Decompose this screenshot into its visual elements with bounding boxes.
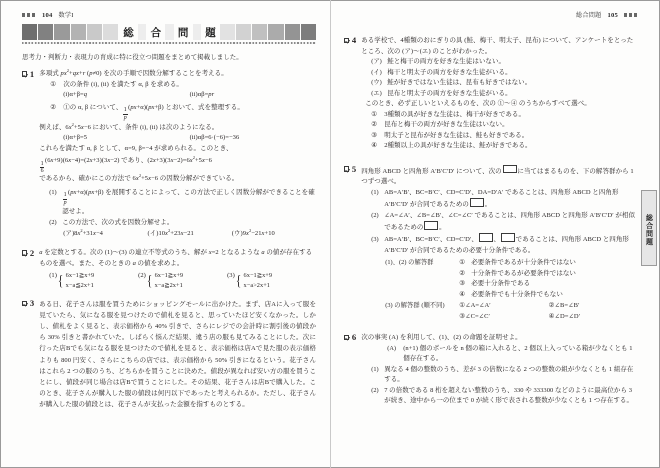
banner-char-2: 合	[150, 27, 162, 39]
problem-3-paragraph: ある日、花子さんは服を買うためにショッピングモールに出かけた。まず、店Aに入って服を見ていたら、気になる服を見つけたので値札を見ると、思っていたほど安くなかった。しかし、値札をよく見ると、表示価格から 40% 引きで、さらにレジでの会計時に割引後の値段から 30% 引きと書かれていた。しばらく悩んだ結果、違う店の服も見てみることにした。次に行った店Bでも気になる服を見つけたので値札を見ると、表示価格は店Aで見た服の表示価格よりも 800 円安く、さらにこちらの店では、表示価格から 50% 引きになるという。花子さんはこれら 2 つの服のうち、どちらかを買うことに決めた。値段が異なれば安い方の服を買うことにし、値段が同じ場合は店Bで買うことにした。その結果、花子さんは店Bで購入した。このとき、花子さんが購入した服の値段は何円以下であったと考えられるか。ただし、花子さんが購入した服の値段とは、花子さんが支払った金額を指すものとする。	[39, 300, 316, 409]
answer-blank-box[interactable]	[501, 233, 515, 242]
inequality-line-1: 6x−1≧x+9	[65, 272, 95, 280]
step-text: ①の α, β について、 $\frac{1}{p}$ (px+α)(px+β) とおいて、式を整理する。	[63, 103, 244, 121]
system-3	[227, 271, 316, 289]
item-expr: $8x^2+31x-4$	[74, 227, 103, 237]
answer-option[interactable]	[459, 301, 548, 312]
option-mark: ④	[459, 290, 466, 298]
item-mark: (イ)	[147, 229, 159, 237]
banner-char-1: 総	[123, 27, 134, 39]
banner-char-3: 問	[177, 27, 189, 39]
condition-ii	[190, 90, 316, 101]
problem-1-body	[39, 69, 316, 239]
step-text: 次の条件 (i), (ii) を満たす α, β を求める。	[63, 80, 183, 88]
fact-text: 昆布と明太子の両方を好きな生徒がいる。	[387, 89, 512, 97]
option-mark: ④	[371, 142, 377, 150]
fact-text: 梅干と明太子の両方を好きな生徒がいる。	[387, 68, 512, 76]
option-text: ∠D=∠D′	[554, 312, 581, 320]
problem-6-marker	[344, 333, 356, 342]
item-mark: (2)	[371, 211, 379, 219]
step-mark: ①	[50, 80, 56, 88]
problem-6-item-1	[361, 365, 638, 386]
edge-marker-icon	[624, 13, 638, 17]
system-mark: (2)	[138, 272, 146, 280]
option-mark: ②	[371, 121, 377, 129]
problem-4-stem: ある学校で、4種類のおにぎりの具 (鮭、梅干、明太子、昆布) について、アンケートをとったところ、次の (ア)〜(エ) のことがわかった。	[361, 37, 634, 55]
option-mark: ③	[459, 280, 466, 288]
answer-option[interactable]	[549, 312, 638, 323]
fact-mark: (エ)	[371, 89, 382, 97]
problem-5-marker	[344, 165, 356, 174]
problem-1-example-line-3: であるから、確かにこの方法で $6x^2+5x-6$ の因数分解ができている。	[39, 173, 239, 183]
problem-3	[22, 299, 316, 411]
problem-1-step-2	[39, 103, 316, 121]
problem-6	[344, 333, 638, 407]
problem-2-marker	[22, 248, 34, 257]
problem-1	[22, 69, 316, 239]
option-text: 3種類の具が好きな生徒は、梅干が好きである。	[384, 110, 526, 118]
item-mark: (ア)	[63, 229, 75, 237]
answer-blank-box[interactable]	[424, 221, 438, 230]
problem-6-stem: 次の事実 (A) を利用して、(1)、(2) の命題を証明せよ。	[361, 334, 522, 342]
banner-cells	[22, 24, 316, 40]
problem-4-fact-a	[361, 57, 638, 68]
item-text: AB=A′B′、BC=B′C′、CD=C′D′、DA=D′A′ であることは、四角形 ABCD と四角形 A′B′C′D′ が合同であるための 。	[384, 188, 619, 209]
problem-4-marker	[344, 36, 356, 45]
banner-block	[236, 24, 251, 40]
condition-expr: αβ=pr	[197, 91, 215, 99]
problem-1-question-2-items	[39, 229, 316, 240]
fact-mark: (A)	[387, 344, 397, 352]
item-text: 異なる 4 個の整数のうち、差が 3 の倍数になる 2 つの整数の組が少なくとも 1 組存在する。	[384, 365, 634, 384]
checkbox-icon[interactable]	[22, 71, 27, 76]
problem-5-item-3	[361, 233, 638, 256]
inequality-line-1: 6x−1≧x+9	[243, 272, 273, 280]
item-mark: (3)	[371, 236, 379, 244]
problem-6-number: 6	[351, 332, 357, 343]
item-a	[63, 229, 147, 240]
problem-2-number: 2	[29, 247, 35, 258]
option-mark: ②	[548, 301, 555, 309]
inequality-line-2: x−a≦2x+1	[65, 281, 94, 289]
banner-block	[22, 24, 37, 40]
banner-block	[252, 24, 267, 40]
option-mark: ①	[371, 110, 377, 118]
banner-block	[193, 24, 201, 40]
item-text-post: であることは、四角形 ABCD と四角形 A′B′C′D′ が合同であるための必要十分条件である。	[384, 236, 629, 254]
option-text: 必要条件でも十分条件でもない	[471, 290, 563, 298]
option-text: 十分条件であるが必要条件ではない	[471, 269, 576, 277]
page-number-left: 104	[42, 12, 53, 19]
problem-2-stem: a を定数とする。次の (1)〜(3) の連立不等式のうち、解が x=2 となるような a の値が存在するものを選べ。また、そのときの a の値を求めよ。	[39, 249, 313, 267]
option-text: 明太子と昆布が好きな生徒は、鮭も好きである。	[384, 131, 529, 139]
answer-group-items	[459, 301, 638, 322]
system-braces	[57, 271, 94, 289]
system-mark: (1)	[49, 272, 57, 280]
problem-5-item-2	[361, 211, 638, 234]
banner-block	[268, 24, 283, 40]
problem-3-body	[39, 299, 316, 411]
question-text: $\frac{1}{p}$ (px+α)(px+β) を展開することによって、この方法で正しく因数分解ができることを確認せよ。	[62, 188, 315, 215]
answer-group-heading: (3) の解答群 (順不同)	[385, 301, 445, 309]
system-equations	[244, 271, 273, 289]
system-equations	[66, 271, 95, 289]
problem-5	[344, 165, 638, 322]
problem-4-option-3[interactable]	[361, 131, 638, 142]
problem-6-item-2	[361, 386, 638, 407]
checkbox-icon[interactable]	[344, 166, 349, 171]
item-mark: (1)	[371, 365, 379, 373]
fact-mark: (イ)	[371, 68, 382, 76]
condition-mark: (ii)	[189, 91, 198, 99]
right-page	[330, 0, 660, 468]
problem-1-number: 1	[29, 68, 35, 79]
checkbox-icon[interactable]	[344, 38, 349, 43]
system-braces	[235, 271, 272, 289]
problem-3-number: 3	[29, 297, 35, 308]
problem-6-fact	[361, 344, 638, 365]
answer-blank-box[interactable]	[479, 233, 493, 242]
banner-dotted-rule	[22, 42, 316, 44]
side-tab-label: 総合問題	[645, 213, 654, 246]
inequality-line-1: 6x−1≧x+9	[154, 272, 184, 280]
answer-option[interactable]	[459, 258, 638, 269]
running-head-left	[22, 10, 316, 20]
problem-4-option-1[interactable]	[361, 110, 638, 121]
fact-text: 鮭と梅干の両方を好きな生徒はいない。	[387, 58, 506, 66]
lead-note: 思考力・判断力・表現力の育成に特に役立つ問題をまとめて掲載しました。	[22, 54, 243, 61]
option-mark: ③	[371, 131, 377, 139]
option-mark: ①	[459, 301, 466, 309]
running-head-right	[344, 10, 638, 20]
answer-blank-box[interactable]	[503, 165, 517, 174]
problem-4-option-2[interactable]	[361, 120, 638, 131]
step-mark: ②	[50, 103, 56, 111]
answer-group-heading: (1)、(2) の解答群	[385, 259, 434, 267]
section-banner	[22, 24, 316, 48]
option-text: 昆布と梅干の両方が好きな生徒はいない。	[384, 121, 509, 129]
question-text: この方法で、次の式を因数分解せよ。	[62, 219, 174, 227]
banner-block	[220, 24, 235, 40]
banner-char-4: 題	[205, 27, 216, 39]
problem-1-stem: 多項式 $px^2+qx+r$ (p≠0) を次の手順で因数分解することを考える。	[39, 68, 228, 78]
problem-4	[344, 36, 638, 152]
question-mark: (1)	[49, 188, 57, 196]
inequality-line-2: x−a>2x+1	[243, 281, 270, 289]
edge-marker-icon	[22, 13, 36, 17]
option-text: 必要十分条件である	[471, 280, 531, 288]
example-condition-i	[63, 133, 189, 144]
answer-option[interactable]	[459, 290, 638, 301]
system-braces	[146, 271, 183, 289]
item-text-pre: ∠A=∠A′、∠B=∠B′、∠C=∠C′ であることは、四角形 ABCD と四角形 A′B′C′D′ が相似であるための	[384, 211, 635, 231]
problem-5-answer-group-12	[361, 258, 638, 300]
condition-mark: (i)	[63, 134, 70, 142]
condition-expr: α+β=q	[69, 91, 88, 99]
item-c	[232, 229, 316, 240]
option-mark: ②	[459, 269, 466, 277]
fact-text: 鮭が好きではない生徒は、昆布も好きではない。	[387, 79, 532, 87]
inequality-line-2: x−a≧2x+1	[154, 281, 183, 289]
problem-4-number: 4	[351, 35, 357, 46]
answer-option-row	[459, 301, 638, 312]
banner-block	[54, 24, 69, 40]
problem-5-body	[361, 165, 638, 322]
item-b	[147, 229, 231, 240]
checkbox-icon[interactable]	[22, 301, 27, 306]
problem-1-example-intro: 例えば、$6x^2+5x-6$ において、条件 (i), (ii) は次のようになる。	[39, 121, 219, 131]
answer-option[interactable]	[459, 269, 638, 280]
option-text: ∠C=∠C′	[465, 312, 491, 320]
problem-4-option-4[interactable]	[361, 141, 638, 152]
problem-4-body	[361, 36, 638, 152]
condition-i	[63, 90, 189, 101]
left-brace-icon: {	[146, 272, 153, 289]
problem-1-marker	[22, 69, 34, 78]
question-mark: (2)	[49, 219, 57, 227]
example-condition-ii	[190, 133, 316, 144]
answer-group-items	[459, 258, 638, 300]
fact-text: (n+1) 個のボールを n 個の箱に入れると、2 個以上入っている箱が少なくとも 1 個存在する。	[403, 344, 633, 363]
banner-block	[38, 24, 53, 40]
condition-expr: α+β=5	[69, 134, 88, 142]
chapter-name-right: 総合問題	[575, 12, 602, 19]
problem-4-fact-b	[361, 68, 638, 79]
problem-1-step-1	[39, 80, 316, 91]
banner-block	[285, 24, 300, 40]
problem-2-body	[39, 248, 316, 289]
section-side-tab[interactable]	[641, 190, 657, 266]
item-text-pre: AB=A′B′、BC=B′C′、CD=C′D′、	[384, 236, 478, 244]
answer-blank-box[interactable]	[470, 198, 484, 207]
left-brace-icon: {	[57, 272, 64, 289]
problem-4-prompt: このとき、必ず正しいといえるものを、次の ①〜④ のうちからすべて選べ。	[365, 100, 591, 108]
option-text: ∠B=∠B′	[554, 301, 580, 309]
condition-expr: αβ=6·(−6)=−36	[197, 134, 240, 142]
problem-1-example-line-1: これらを満たす α, β として、α=9, β=−4 が求められる。このとき、	[39, 144, 233, 152]
problem-4-fact-d	[361, 89, 638, 100]
item-mark: (2)	[371, 386, 379, 394]
item-mark: (ウ)	[231, 229, 243, 237]
answer-option[interactable]	[459, 312, 548, 323]
problem-6-body	[361, 333, 638, 407]
answer-option[interactable]	[549, 301, 638, 312]
banner-block	[138, 24, 146, 40]
condition-mark: (ii)	[189, 134, 198, 142]
banner-block	[103, 24, 118, 40]
banner-block	[87, 24, 102, 40]
problem-5-number: 5	[351, 163, 357, 174]
problem-5-answer-group-3	[361, 301, 638, 322]
option-mark: ③	[459, 312, 466, 320]
system-equations	[155, 271, 184, 289]
system-1	[49, 271, 138, 289]
page-number-right: 105	[607, 12, 618, 19]
option-text: ∠A=∠A′	[465, 301, 491, 309]
answer-option[interactable]	[459, 279, 638, 290]
option-text: 必要条件であるが十分条件ではない	[471, 259, 576, 267]
problem-1-example-line-2: $\frac{1}{6}$ (6x+9)(6x−4)=(2x+3)(3x−2) であり、$(2x+3)(3x-2)=6x^2+5x-6$	[40, 155, 212, 175]
chapter-name-left: 数学I	[58, 12, 74, 19]
problem-1-example-conditions	[39, 133, 316, 144]
item-text-pre: AB=A′B′、BC=B′C′、CD=C′D′、DA=D′A′ であることは、四角形 ABCD と四角形 A′B′C′D′ が合同であるための	[384, 188, 619, 209]
fact-mark: (ウ)	[371, 79, 382, 87]
problem-4-fact-c	[361, 78, 638, 89]
checkbox-icon[interactable]	[344, 335, 349, 340]
item-text: ∠A=∠A′、∠B=∠B′、∠C=∠C′ であることは、四角形 ABCD と四角形 A′B′C′D′ が相似であるための 。	[384, 211, 635, 231]
item-text: 7 の倍数である 8 桁を超えない整数のうち、330 や 333300 などのように最高位から 3 が続き、途中から一の位まで 0 が続く形で表される整数が少なくとも 1 つ存在する。	[384, 386, 634, 405]
item-expr: $9x^2-21x+10$	[242, 227, 275, 237]
item-expr: $10x^2+23x-21$	[158, 227, 194, 237]
problem-2-systems	[39, 271, 316, 289]
item-mark: (1)	[371, 188, 379, 196]
answer-option-row	[459, 312, 638, 323]
problem-3-marker	[22, 299, 34, 308]
left-brace-icon: {	[235, 272, 242, 289]
item-text-mid: 、	[493, 236, 501, 244]
problem-5-item-1	[361, 188, 638, 211]
problem-5-stem: 四角形 ABCD と四角形 A′B′C′D′ について、次の に当てはまるものを、下の解答群から 1 つずつ選べ。	[361, 165, 638, 188]
banner-block	[165, 24, 173, 40]
problem-1-question-1	[39, 187, 316, 219]
fact-mark: (ア)	[371, 58, 382, 66]
problem-2	[22, 248, 316, 289]
system-2	[138, 271, 227, 289]
system-mark: (3)	[227, 272, 235, 280]
banner-block	[301, 24, 316, 40]
option-mark: ④	[548, 312, 555, 320]
checkbox-icon[interactable]	[22, 250, 27, 255]
condition-mark: (i)	[63, 91, 70, 99]
item-text	[384, 233, 638, 256]
problem-1-conditions	[39, 90, 316, 101]
option-mark: ①	[459, 259, 466, 267]
option-text: 2種類以上の具が好きな生徒は、鮭が好きである。	[384, 142, 532, 150]
banner-block	[71, 24, 86, 40]
